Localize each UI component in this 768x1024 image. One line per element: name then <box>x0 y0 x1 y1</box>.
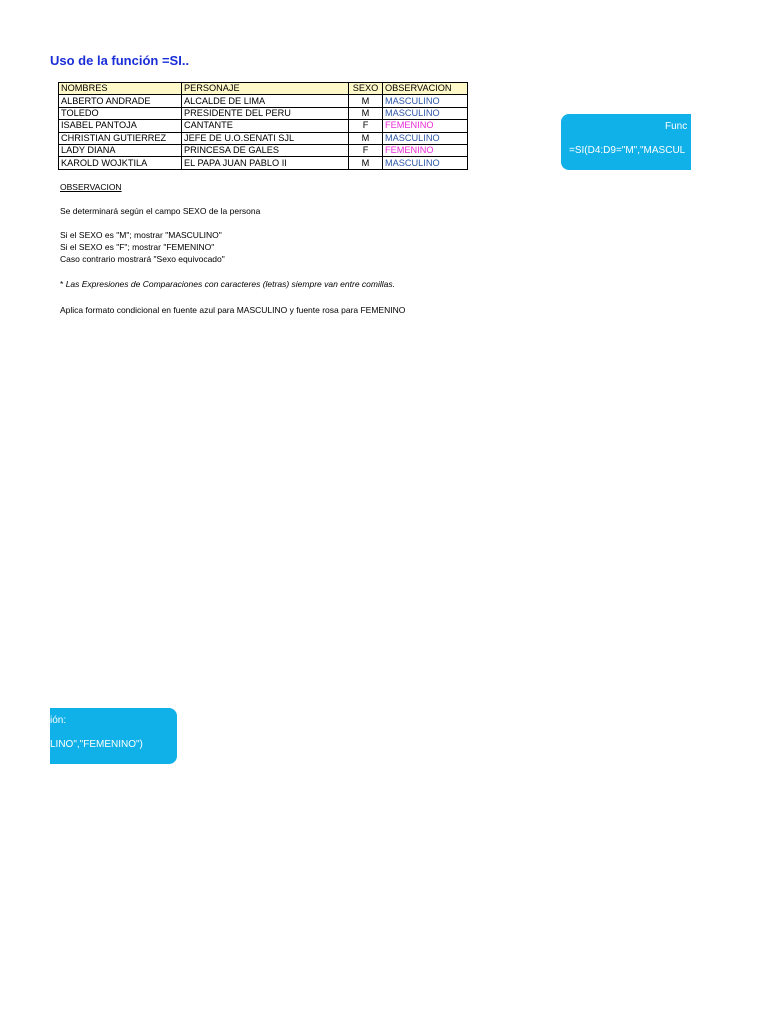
notes-heading: OBSERVACION <box>60 182 122 192</box>
cell-personaje[interactable]: CANTANTE <box>182 120 349 132</box>
table-row <box>59 95 468 107</box>
data-table <box>58 82 468 170</box>
callout-formula: =SI(D4:D9="M","MASCUL <box>569 145 686 156</box>
cell-personaje[interactable]: PRINCESA DE GALES <box>182 144 349 156</box>
cell-observacion[interactable]: MASCULINO <box>383 107 468 119</box>
notes-line: Si el SEXO es "F"; mostrar "FEMENINO" <box>60 242 215 252</box>
notes-italic-text: Las Expresiones de Comparaciones con caracteres (letras) siempre van entre comillas. <box>65 279 395 289</box>
header-nombres[interactable]: NOMBRES <box>59 83 182 95</box>
formula-callout-bottom[interactable] <box>50 708 177 764</box>
notes-line: Se determinará según el campo SEXO de la persona <box>60 206 261 216</box>
notes-line: Aplica formato condicional en fuente azul para MASCULINO y fuente rosa para FEMENINO <box>60 305 406 315</box>
cell-sexo[interactable]: F <box>349 120 383 132</box>
cell-nombre[interactable]: KAROLD WOJKTILA <box>59 157 182 169</box>
table-row <box>59 157 468 169</box>
callout-formula: LINO","FEMENINO") <box>50 739 143 750</box>
cell-observacion[interactable]: MASCULINO <box>383 132 468 144</box>
table-row <box>59 120 468 132</box>
cell-personaje[interactable]: EL PAPA JUAN PABLO II <box>182 157 349 169</box>
cell-observacion[interactable]: MASCULINO <box>383 95 468 107</box>
callout-label: ión: <box>50 715 67 726</box>
cell-personaje[interactable]: ALCALDE DE LIMA <box>182 95 349 107</box>
cell-nombre[interactable]: ALBERTO ANDRADE <box>59 95 182 107</box>
table-row <box>59 144 468 156</box>
header-observacion[interactable]: OBSERVACION <box>383 83 468 95</box>
notes-line: Caso contrario mostrará "Sexo equivocado" <box>60 254 225 264</box>
cell-personaje[interactable]: JEFE DE U.O.SENATI SJL <box>182 132 349 144</box>
cell-nombre[interactable]: TOLEDO <box>59 107 182 119</box>
header-sexo[interactable]: SEXO <box>349 83 383 95</box>
header-personaje[interactable]: PERSONAJE <box>182 83 349 95</box>
cell-sexo[interactable]: M <box>349 132 383 144</box>
cell-nombre[interactable]: CHRISTIAN GUTIERREZ <box>59 132 182 144</box>
page-title: Uso de la función =SI.. <box>50 53 190 68</box>
cell-observacion[interactable]: FEMENINO <box>383 120 468 132</box>
cell-observacion[interactable]: FEMENINO <box>383 144 468 156</box>
cell-sexo[interactable]: M <box>349 157 383 169</box>
asterisk-mark: * <box>60 279 64 289</box>
callout-label: Func <box>665 121 688 132</box>
notes-comparison-note <box>60 279 395 289</box>
notes-line: Si el SEXO es "M"; mostrar "MASCULINO" <box>60 230 222 240</box>
formula-callout-top[interactable] <box>561 114 691 170</box>
cell-nombre[interactable]: LADY DIANA <box>59 144 182 156</box>
table-row <box>59 132 468 144</box>
cell-observacion[interactable]: MASCULINO <box>383 157 468 169</box>
table-row <box>59 107 468 119</box>
cell-sexo[interactable]: M <box>349 107 383 119</box>
table-header-row <box>59 83 468 95</box>
cell-nombre[interactable]: ISABEL PANTOJA <box>59 120 182 132</box>
cell-sexo[interactable]: F <box>349 144 383 156</box>
cell-sexo[interactable]: M <box>349 95 383 107</box>
cell-personaje[interactable]: PRESIDENTE DEL PERU <box>182 107 349 119</box>
